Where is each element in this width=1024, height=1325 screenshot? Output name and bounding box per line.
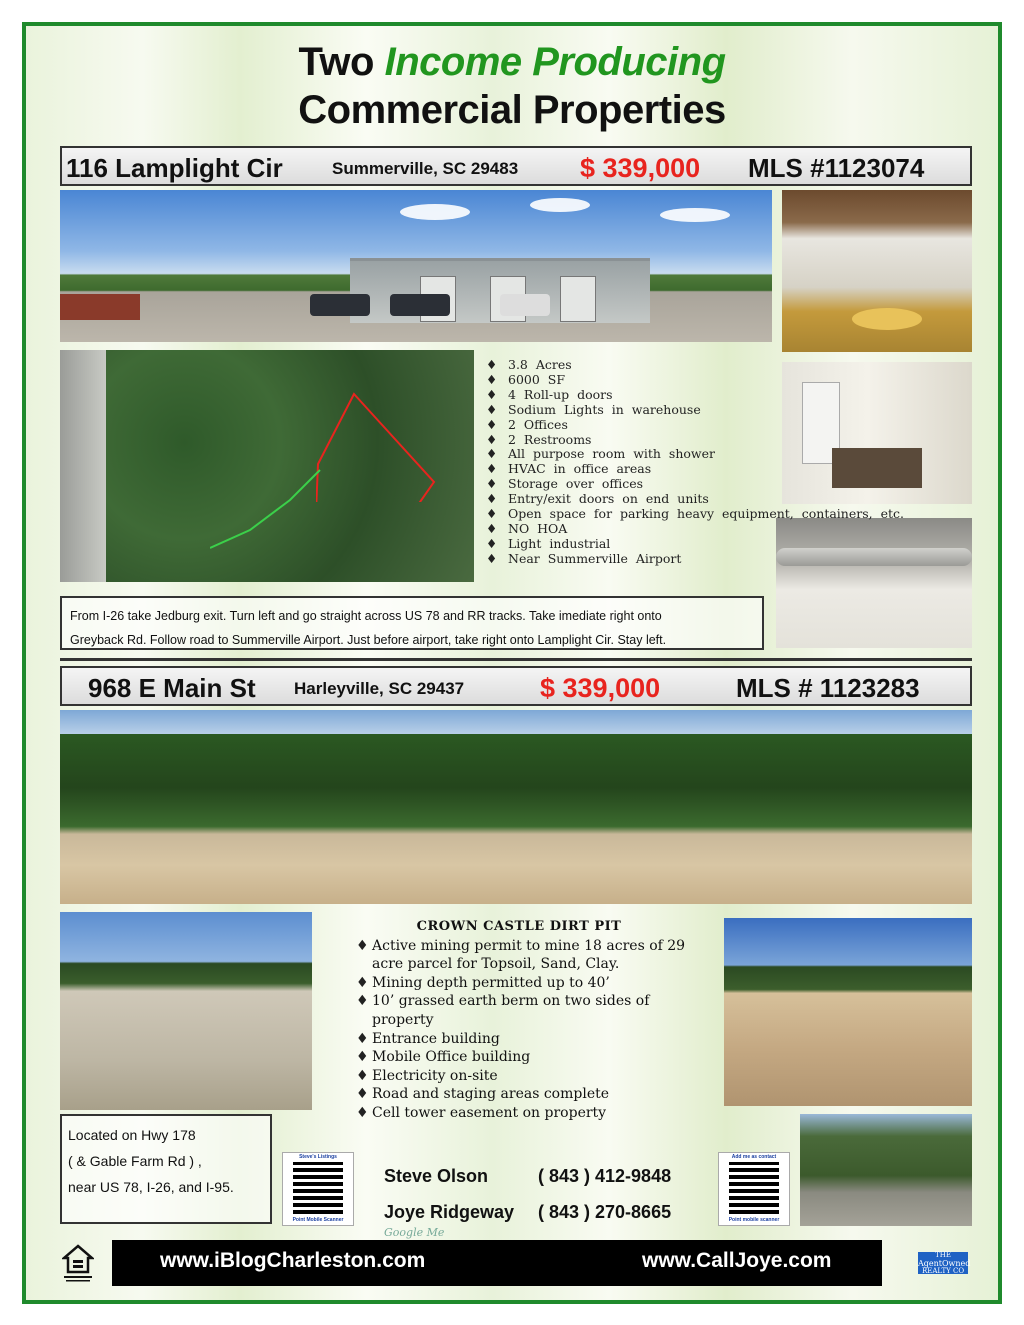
gate-entrance-photo [800, 1114, 972, 1226]
location-line2: ( & Gable Farm Rd ) , [68, 1153, 202, 1169]
property2-feature-item: ♦ 10’ grassed earth berm on two sides of property [356, 992, 686, 1029]
property-boundary-outline [316, 392, 438, 502]
property1-city: Summerville, SC 29483 [332, 159, 519, 178]
property1-feature-item: ♦ 6000 SF [486, 373, 904, 388]
google-me-tag[interactable]: Google Me [384, 1226, 445, 1239]
footer-site2-link[interactable]: www.CallJoye.com [642, 1249, 832, 1272]
qr1-top-caption: Steve's Listings [299, 1154, 337, 1160]
section-divider [60, 658, 972, 661]
qr-code-icon [293, 1162, 343, 1214]
property2-city: Harleyville, SC 29437 [294, 679, 465, 698]
qr-code-steve[interactable] [282, 1152, 354, 1226]
property1-mls: MLS #1123074 [748, 153, 925, 183]
property1-feature-item: ♦ Storage over offices [486, 477, 904, 492]
property1-feature-item: ♦ 3.8 Acres [486, 358, 904, 373]
title-line2: Commercial Properties [298, 88, 726, 132]
qr2-bottom-caption: Point mobile scanner [728, 1217, 780, 1223]
brand-line3: REALTY CO [921, 1267, 965, 1275]
property2-features [356, 918, 686, 1123]
directions-line2: Greyback Rd. Follow road to Summerville Airport. Just before airport, take right onto Lamplight Cir. Stay left. [70, 633, 667, 647]
property2-price: $ 339,000 [540, 673, 661, 703]
property1-feature-item: ♦ 2 Restrooms [486, 433, 904, 448]
title-prefix: Two [298, 40, 374, 84]
warehouse-interior-photo [782, 190, 972, 352]
aerial-map [60, 350, 474, 582]
sand-pit-photo [60, 912, 312, 1110]
qr2-top-caption: Add me as contact [731, 1154, 777, 1160]
property2-location [60, 1114, 272, 1224]
agent1-phone: ( 843 ) 412-9848 [538, 1166, 672, 1186]
equal-housing-icon [62, 1244, 94, 1284]
property1-feature-item: ♦ All purpose room with shower [486, 447, 904, 462]
property2-feature-item: ♦ Mobile Office building [356, 1048, 686, 1067]
directions-line1: From I-26 take Jedburg exit. Turn left and go straight across US 78 and RR tracks. Take imediate right onto [70, 609, 662, 623]
property2-feature-item: ♦ Electricity on-site [356, 1067, 686, 1086]
property2-address: 968 E Main St [88, 673, 256, 703]
property2-feature-item: ♦ Cell tower easement on property [356, 1104, 686, 1123]
location-line3: near US 78, I-26, and I-95. [68, 1179, 234, 1195]
title-line1 [0, 40, 1024, 85]
dirt-pit-panorama [60, 710, 972, 904]
location-line1: Located on Hwy 178 [68, 1127, 196, 1143]
property2-mls: MLS # 1123283 [736, 673, 920, 703]
property2-feature-item: ♦ Road and staging areas complete [356, 1085, 686, 1104]
footer-site1-link[interactable]: www.iBlogCharleston.com [160, 1249, 426, 1272]
property1-header-bar [60, 146, 972, 186]
dirt-mound-photo [724, 918, 972, 1106]
property1-address: 116 Lamplight Cir [66, 153, 283, 183]
property1-feature-item: ♦ Entry/exit doors on end units [486, 492, 904, 507]
property1-price: $ 339,000 [580, 153, 701, 183]
property2-feature-item: ♦ Active mining permit to mine 18 acres of 29 acre parcel for Topsoil, Sand, Clay. [356, 937, 686, 974]
property1-feature-item: ♦ Open space for parking heavy equipment, containers, etc. [486, 507, 904, 522]
warehouse-photo [60, 190, 772, 342]
qr-code-icon [729, 1162, 779, 1214]
property1-feature-item: ♦ NO HOA [486, 522, 904, 537]
property1-feature-item: ♦ 2 Offices [486, 418, 904, 433]
title-highlight: Income Producing [384, 40, 726, 84]
property2-feature-item: ♦ Entrance building [356, 1030, 686, 1049]
property1-feature-item: ♦ 4 Roll-up doors [486, 388, 904, 403]
property1-feature-item: ♦ Light industrial [486, 537, 904, 552]
property1-feature-item: ♦ HVAC in office areas [486, 462, 904, 477]
property2-heading: CROWN CASTLE DIRT PIT [416, 919, 622, 934]
qr1-bottom-caption: Point Mobile Scanner [292, 1217, 344, 1223]
property1-directions [60, 596, 764, 650]
brand-line2: AgentOwned [918, 1259, 971, 1268]
agent2-name: Joye Ridgeway [384, 1202, 515, 1222]
agent1-name: Steve Olson [384, 1166, 489, 1186]
property2-feature-item: ♦ Mining depth permitted up to 40’ [356, 974, 686, 993]
agentowned-logo [918, 1251, 971, 1275]
brand-line1: THE [935, 1251, 951, 1259]
property1-feature-item: ♦ Near Summerville Airport [486, 552, 904, 567]
access-road-line [210, 460, 330, 550]
agent2-phone: ( 843 ) 270-8665 [538, 1202, 672, 1222]
footer-bar [112, 1240, 882, 1286]
property1-feature-item: ♦ Sodium Lights in warehouse [486, 403, 904, 418]
qr-code-joye[interactable] [718, 1152, 790, 1226]
property1-features [486, 358, 904, 567]
property2-header-bar [60, 666, 972, 706]
